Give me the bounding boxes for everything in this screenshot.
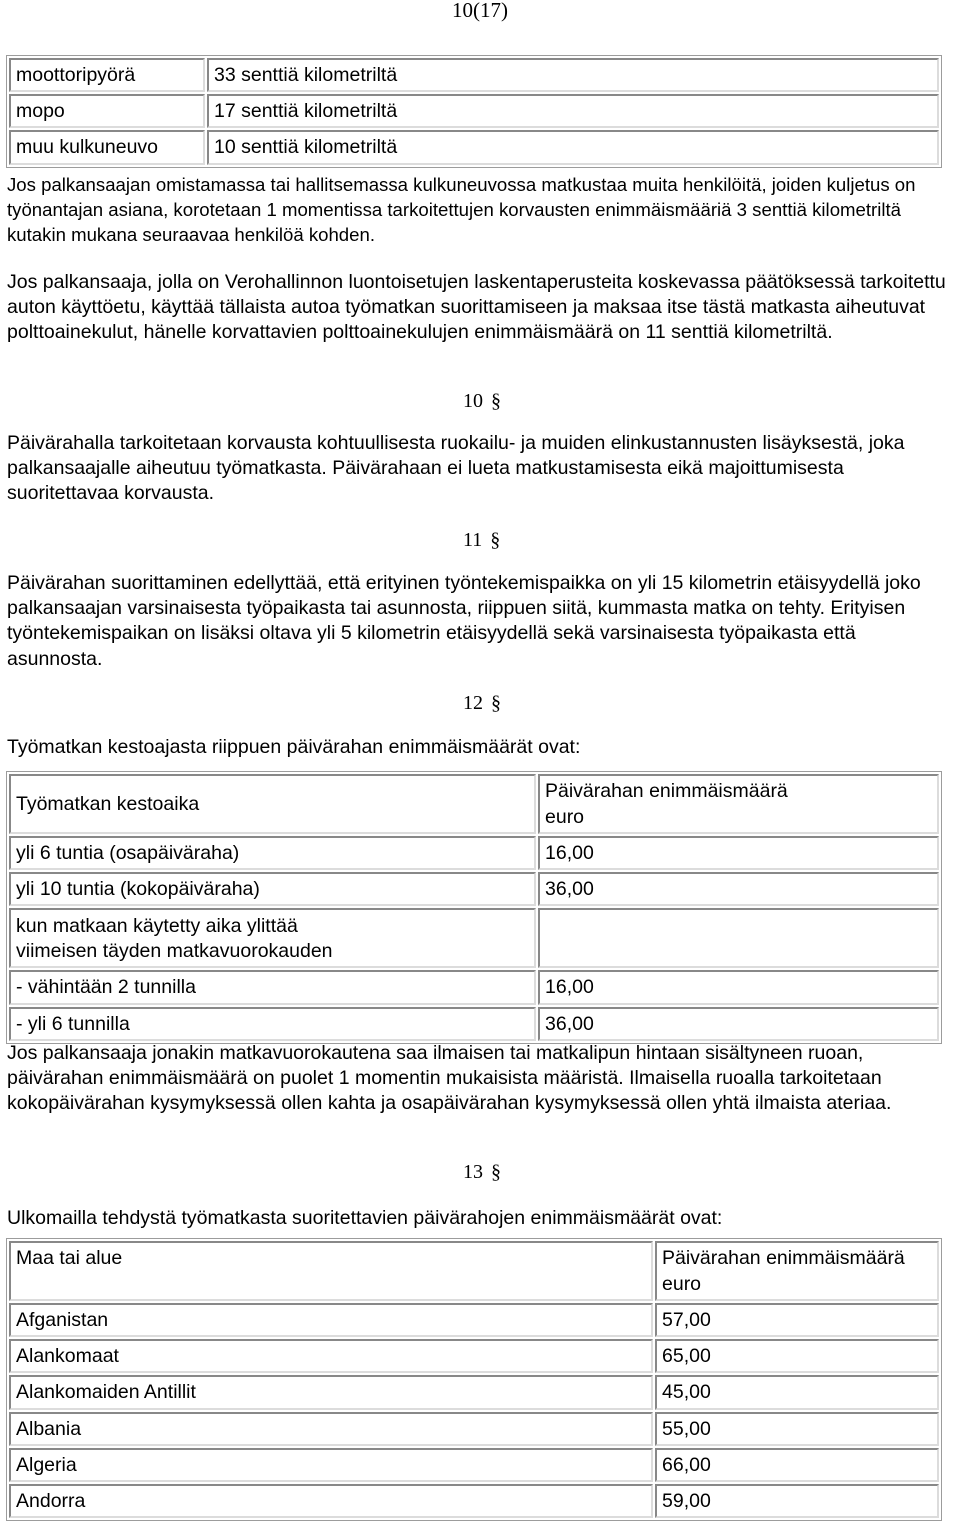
amount-cell: 45,00: [655, 1375, 939, 1409]
paragraph-passengers: Jos palkansaajan omistamassa tai hallitsemassa kulkuneuvossa matkustaa muita henkilöitä, joiden kuljetus on työnantajan asiana, korotetaan 1 momentissa tarkoitettujen korvausten enimmäismääriä 3 senttiä kilometriltä kutakin mukana seuraavaa henkilöä kohden.: [7, 174, 916, 246]
duration-cell: yli 6 tuntia (osapäiväraha): [9, 836, 536, 870]
table-row: [9, 1007, 939, 1041]
section-heading-11: [463, 527, 500, 553]
paragraph-section-10: Päivärahalla tarkoitetaan korvausta kohtuullisesta ruokailu- ja muiden elinkustannusten lisäyksestä, joka palkansaajalle aiheutuu työmatkasta. Päivärahaan ei lueta matkustamisesta eikä majoittumisesta suoritettavaa korvausta.: [7, 432, 905, 505]
page-number: 10(17): [452, 0, 508, 22]
table-header-row: [9, 1241, 939, 1301]
paragraph-section-11: Päivärahan suorittaminen edellyttää, että erityinen työntekemispaikka on yli 15 kilometrin etäisyydellä joko palkansaajan varsinaisesta työpaikasta tai asunnosta, riippuen siitä, kummasta matka on tehty. Erityisen työntekemispaikan on lisäksi oltava yli 5 kilometrin etäisyydellä sekä varsinaisesta työpaikasta että asunnosta.: [7, 572, 921, 670]
amount-cell: 16,00: [538, 970, 939, 1004]
section-symbol: §: [491, 390, 501, 412]
paragraph-section-13-intro: Ulkomailla tehdystä työmatkasta suoritettavien päivärahojen enimmäismäärät ovat:: [7, 1207, 723, 1229]
duration-cell: kun matkaan käytetty aika ylittää viimeisen täyden matkavuorokauden: [9, 908, 536, 968]
country-cell: Alankomaat: [9, 1339, 653, 1373]
section-number: 10: [463, 390, 483, 412]
country-cell: Albania: [9, 1412, 653, 1446]
duration-table: [6, 771, 942, 1044]
amount-cell: 59,00: [655, 1484, 939, 1518]
amount-cell: 57,00: [655, 1303, 939, 1337]
country-cell: Andorra: [9, 1484, 653, 1518]
vehicle-cell: moottoripyörä: [9, 58, 205, 92]
header-cell: Työmatkan kestoaika: [9, 774, 536, 834]
paragraph-free-meal: Jos palkansaaja jonakin matkavuorokautena saa ilmaisen tai matkalipun hintaan sisältyneen ruoan, päivärahan enimmäismäärä on puolet 1 momentin mukaisista määristä. Ilmaisella ruoalla tarkoitetaan kokopäivärahan kysymyksessä ollen kahta ja osapäivärahan kysymyksessä ollen yhtä ilmaista ateriaa.: [7, 1042, 892, 1115]
paragraph-section-12-intro: Työmatkan kestoajasta riippuen päivärahan enimmäismäärät ovat:: [7, 736, 581, 758]
vehicle-cell: mopo: [9, 94, 205, 128]
section-number: 13: [463, 1161, 483, 1183]
amount-cell: 55,00: [655, 1412, 939, 1446]
section-number: 11: [463, 529, 483, 551]
duration-cell: yli 10 tuntia (kokopäiväraha): [9, 872, 536, 906]
table-row: [9, 836, 939, 870]
section-heading-10: [463, 388, 501, 414]
table-row: [9, 1412, 939, 1446]
country-cell: Algeria: [9, 1448, 653, 1482]
paragraph-fuel: Jos palkansaaja, jolla on Verohallinnon luontoisetujen laskentaperusteita koskevassa päätöksessä tarkoitettu auton käyttöetu, käyttää tällaista autoa työmatkan suorittamiseen ja maksaa itse tästä matkasta aiheutuvat polttoainekulut, hänelle korvattavien polttoainekulujen enimmäismäärä on 11 senttiä kilometriltä.: [7, 271, 946, 344]
table-row: [9, 872, 939, 906]
section-number: 12: [463, 692, 483, 714]
country-cell: Alankomaiden Antillit: [9, 1375, 653, 1409]
section-heading-12: [463, 690, 501, 716]
duration-cell: - yli 6 tunnilla: [9, 1007, 536, 1041]
table-header-row: [9, 774, 939, 834]
country-table: [6, 1238, 942, 1521]
amount-cell: 36,00: [538, 1007, 939, 1041]
rate-cell: 17 senttiä kilometriltä: [207, 94, 939, 128]
table-row: [9, 1484, 939, 1518]
section-symbol: §: [490, 529, 501, 551]
duration-cell: - vähintään 2 tunnilla: [9, 970, 536, 1004]
table-row: [9, 1339, 939, 1373]
header-cell: Päivärahan enimmäismäärä euro: [538, 774, 939, 834]
section-symbol: §: [491, 692, 501, 714]
vehicle-cell: muu kulkuneuvo: [9, 130, 205, 164]
table-row: [9, 970, 939, 1004]
amount-cell: [538, 908, 939, 968]
vehicle-rate-table: [6, 55, 942, 168]
table-row: [9, 1375, 939, 1409]
table-row: [9, 130, 939, 164]
table-row: [9, 58, 939, 92]
table-row: [9, 94, 939, 128]
amount-cell: 16,00: [538, 836, 939, 870]
amount-cell: 36,00: [538, 872, 939, 906]
section-heading-13: [463, 1159, 501, 1185]
rate-cell: 10 senttiä kilometriltä: [207, 130, 939, 164]
amount-cell: 65,00: [655, 1339, 939, 1373]
country-cell: Afganistan: [9, 1303, 653, 1337]
amount-cell: 66,00: [655, 1448, 939, 1482]
rate-cell: 33 senttiä kilometriltä: [207, 58, 939, 92]
section-symbol: §: [491, 1161, 501, 1183]
table-row: [9, 908, 939, 968]
table-row: [9, 1448, 939, 1482]
header-cell: Päivärahan enimmäismäärä euro: [655, 1241, 939, 1301]
header-cell: Maa tai alue: [9, 1241, 653, 1301]
table-row: [9, 1303, 939, 1337]
